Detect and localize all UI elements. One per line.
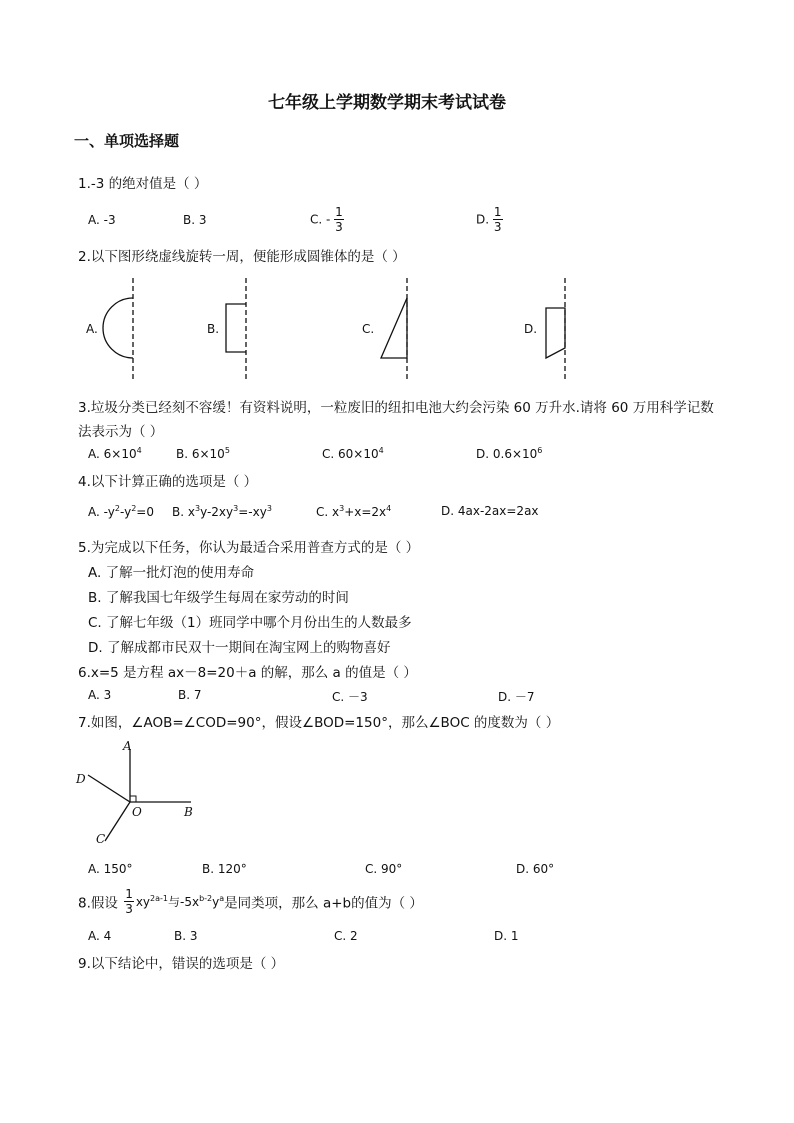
fraction-denominator: 3 (125, 902, 133, 916)
question-2-text: 2.以下图形绕虚线旋转一周，便能形成圆锥体的是（ ） (78, 249, 406, 265)
question-3-line-2: 法表示为（ ） (78, 424, 164, 440)
q2-option-d: D. (524, 322, 538, 336)
q1-option-c (310, 206, 344, 233)
q3-option-a-base: A. 6×10 (88, 447, 137, 461)
q1-option-b: B. 3 (183, 213, 207, 227)
page-title: 七年级上学期数学期末考试试卷 (268, 93, 506, 113)
semicircle-figure (103, 278, 133, 380)
exponent: b-2 (199, 894, 213, 903)
fraction (124, 888, 134, 915)
term: y-2xy (200, 505, 234, 519)
exponent: 2 (131, 504, 137, 513)
q3-option-a (88, 446, 142, 461)
fraction (334, 206, 344, 233)
q4-option-d: D. 4ax-2ax=2ax (441, 504, 539, 518)
exponent: 3 (266, 504, 272, 513)
q6-option-a: A. 3 (88, 688, 112, 702)
q1-option-d (476, 206, 503, 233)
q7-option-b: B. 120° (202, 862, 247, 876)
exponent: 3 (339, 504, 345, 513)
rectangle-figure (226, 278, 246, 380)
term: xy (135, 895, 151, 909)
question-8-text (78, 888, 423, 915)
ray-oc (105, 802, 130, 841)
question-5-text: 5.为完成以下任务，你认为最适合采用普查方式的是（ ） (78, 540, 420, 556)
term: B. x (172, 505, 195, 519)
q6-option-d: D. －7 (498, 690, 535, 704)
label-b: B (184, 805, 193, 819)
q1-option-a: A. -3 (88, 213, 116, 227)
q3-option-d-base: D. 0.6×10 (476, 447, 538, 461)
section-heading: 一、单项选择题 (74, 132, 180, 150)
q2-option-c: C. (362, 322, 375, 336)
q3-option-c-base: C. 60×10 (322, 447, 379, 461)
exponent: 2a-1 (150, 894, 168, 903)
term: C. x (316, 505, 340, 519)
q7-option-d: D. 60° (516, 862, 555, 876)
exponent: 5 (224, 446, 230, 455)
term: =0 (136, 505, 154, 519)
fraction-numerator: 1 (125, 887, 133, 901)
exponent: 6 (537, 446, 543, 455)
q8-option-c: C. 2 (334, 929, 358, 943)
q3-option-d (476, 446, 542, 461)
term: +x=2x (344, 505, 387, 519)
ray-od (88, 775, 130, 802)
term: =-xy (238, 505, 267, 519)
term: A. -y (88, 505, 115, 519)
label-c: C (96, 832, 106, 846)
label-o: O (132, 805, 142, 819)
q8-prefix: 8.假设 (78, 895, 118, 912)
question-9-text: 9.以下结论中，错误的选项是（ ） (78, 956, 285, 972)
exponent: 4 (378, 446, 384, 455)
question-7-text: 7.如图，∠AOB=∠COD=90°，假设∠BOD=150°，那么∠BOC 的度数为（ ） (78, 715, 560, 731)
q7-option-c: C. 90° (365, 862, 403, 876)
angle-diagram (70, 735, 210, 855)
exponent: 3 (233, 504, 239, 513)
q8-option-b: B. 3 (174, 929, 198, 943)
exponent: 4 (386, 504, 392, 513)
question-6-text: 6.x=5 是方程 ax－8=20＋a 的解，那么 a 的值是（ ） (78, 665, 417, 681)
triangle-figure (381, 278, 407, 380)
q2-figures (0, 270, 794, 385)
question-4-text: 4.以下计算正确的选项是（ ） (78, 474, 258, 490)
question-1-text: 1.-3 的绝对值是（ ） (78, 176, 208, 192)
q5-option-c: C. 了解七年级（1）班同学中哪个月份出生的人数最多 (88, 615, 412, 631)
q5-option-a: A. 了解一批灯泡的使用寿命 (88, 565, 255, 581)
fraction-denominator: 3 (493, 220, 502, 234)
q8-expression (136, 895, 224, 909)
term: y (212, 895, 220, 909)
q2-option-b: B. (207, 322, 220, 336)
q6-option-c: C. －3 (332, 690, 368, 704)
q4-option-c (316, 504, 391, 519)
q4-option-b (172, 504, 272, 519)
q3-option-b (176, 446, 230, 461)
q7-option-a: A. 150° (88, 862, 133, 876)
q2-option-a: A. (86, 322, 98, 336)
q5-option-b: B. 了解我国七年级学生每周在家劳动的时间 (88, 590, 349, 606)
label-d: D (76, 772, 86, 786)
q6-option-b: B. 7 (178, 688, 202, 702)
fraction-denominator: 3 (335, 220, 343, 234)
right-angle-mark (130, 796, 136, 802)
term: -y (119, 505, 132, 519)
fraction-numerator: 1 (493, 205, 502, 219)
q3-option-c (322, 446, 384, 461)
q3-option-b-base: B. 6×10 (176, 447, 225, 461)
q4-option-a (88, 504, 154, 519)
label-a: A (123, 739, 132, 753)
q8-option-a: A. 4 (88, 929, 112, 943)
q1-option-d-prefix: D. (476, 212, 490, 227)
exponent: 3 (194, 504, 201, 513)
q8-option-d: D. 1 (494, 929, 519, 943)
q8-suffix: 是同类项，那么 a+b的值为（ ） (224, 895, 423, 912)
trapezoid-figure (546, 278, 565, 380)
fraction (493, 206, 503, 233)
question-3-line-1: 3.垃圾分类已经刻不容缓！有资料说明，一粒废旧的纽扣电池大约会污染 60 万升水.请将 60 万用科学记数 (78, 400, 714, 416)
q1-option-c-prefix: C. - (310, 212, 331, 227)
exponent: 4 (136, 446, 142, 455)
q5-option-d: D. 了解成都市民双十一期间在淘宝网上的购物喜好 (88, 640, 391, 656)
exponent: a (219, 894, 225, 903)
exponent: 2 (114, 504, 120, 513)
fraction-numerator: 1 (335, 205, 343, 219)
term: 与-5x (168, 895, 200, 909)
